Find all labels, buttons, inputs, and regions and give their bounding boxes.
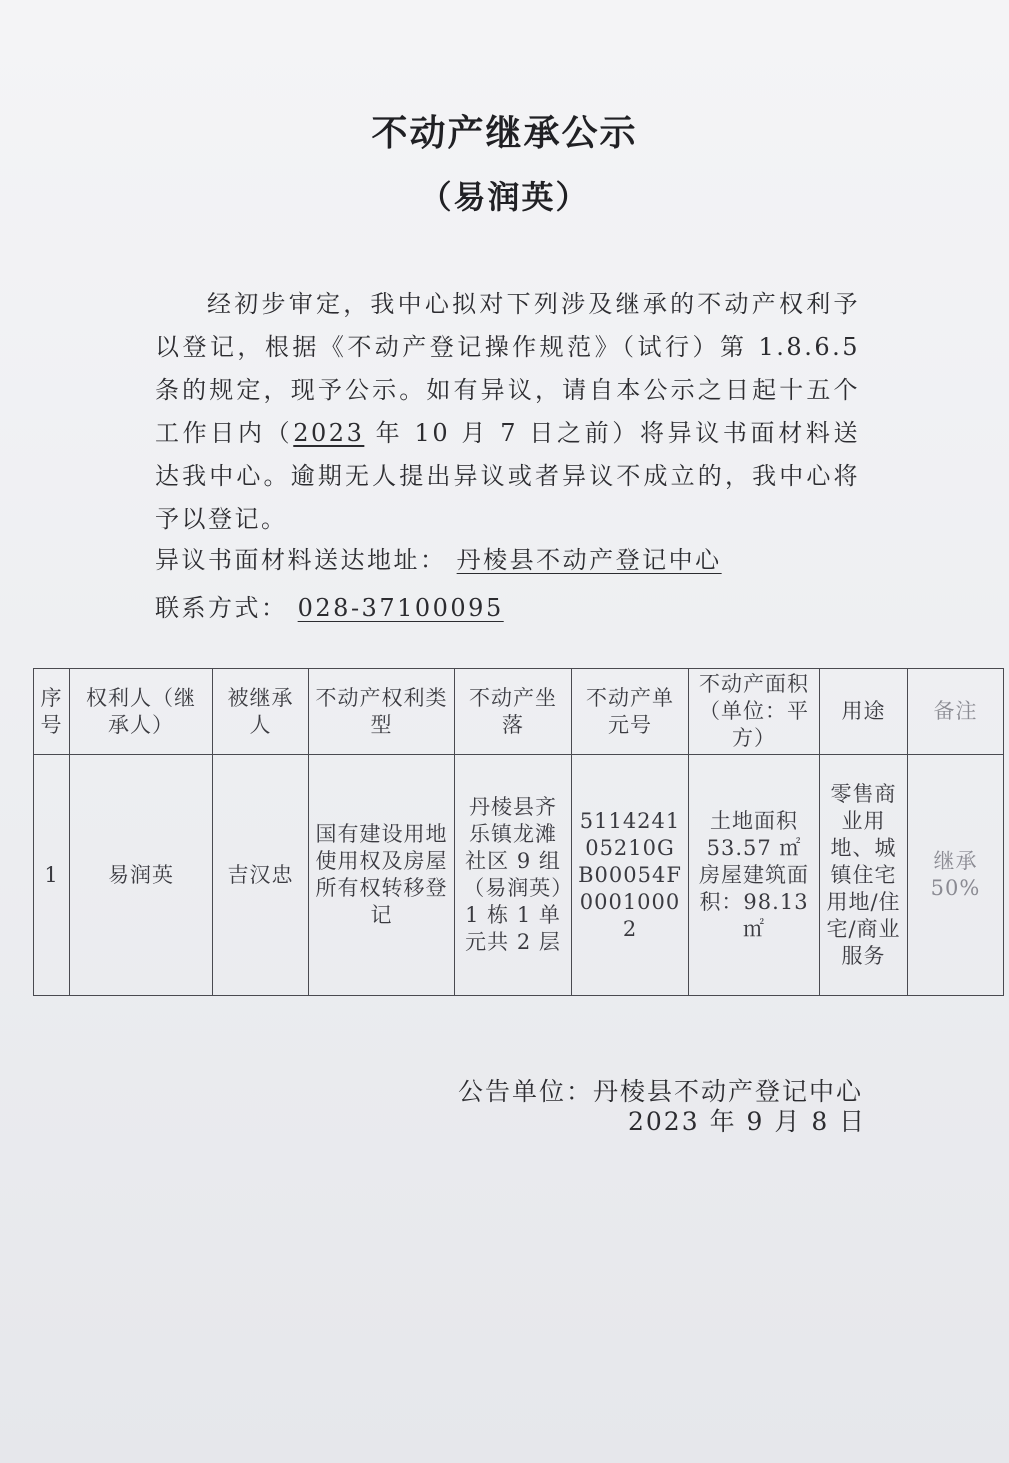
table-row — [34, 755, 1004, 996]
cell-holder: 易润英 — [70, 755, 213, 996]
deadline-year: 2023 — [293, 419, 365, 447]
notice-paragraph — [155, 283, 860, 541]
address-label: 异议书面材料送达地址： — [155, 546, 447, 574]
cell-location: 丹棱县齐乐镇龙滩社区 9 组（易润英）1 栋 1 单元共 2 层 — [455, 755, 572, 996]
table-header-row — [34, 669, 1004, 755]
header-holder: 权利人（继承人） — [70, 669, 213, 755]
header-usage: 用途 — [820, 669, 908, 755]
cell-usage: 零售商业用地、城镇住宅用地/住宅/商业服务 — [820, 755, 908, 996]
cell-unit-no: 511424105210GB00054F00010002 — [572, 755, 689, 996]
address-value: 丹棱县不动产登记中心 — [456, 546, 722, 574]
header-decedent: 被继承人 — [213, 669, 309, 755]
contact-line — [155, 588, 504, 623]
cell-no: 1 — [34, 755, 70, 996]
paragraph-part-1: 经初步审定，我中心拟对下列涉及继承的不动产权利予以登记，根据《不动产登记操作规范》（试行）第 1.8.6.5 条的规定，现予公示。如有异议，请自本公示之日起十五个工作日内（ — [155, 290, 860, 447]
page-subtitle: （易润英） — [419, 178, 590, 216]
cell-decedent: 吉汉忠 — [213, 755, 309, 996]
header-location: 不动产坐落 — [455, 669, 572, 755]
header-remark: 备注 — [908, 669, 1004, 755]
cell-remark: 继承 50% — [908, 755, 1004, 996]
page-title: 不动产继承公示 — [371, 112, 638, 154]
cell-right-type: 国有建设用地使用权及房屋所有权转移登记 — [309, 755, 455, 996]
issuer: 公告单位：丹棱县不动产登记中心 — [458, 1077, 864, 1106]
cell-area: 土地面积 53.57 ㎡ 房屋建筑面积：98.13 ㎡ — [689, 755, 820, 996]
header-right-type: 不动产权利类型 — [309, 669, 455, 755]
issue-date: 2023 年 9 月 8 日 — [628, 1107, 867, 1136]
paragraph-part-2: 年 10 月 7 日之前）将异议书面材料送达我中心。逾期无人提出异议或者异议不成立的，我中心将予以登记。 — [155, 419, 861, 533]
contact-label: 联系方式： — [155, 594, 288, 622]
header-no: 序号 — [34, 669, 70, 755]
property-table — [33, 668, 1004, 996]
header-unit-no: 不动产单元号 — [572, 669, 689, 755]
header-area: 不动产面积（单位：平方） — [689, 669, 820, 755]
address-line — [155, 540, 722, 575]
contact-value: 028-37100095 — [297, 594, 504, 622]
